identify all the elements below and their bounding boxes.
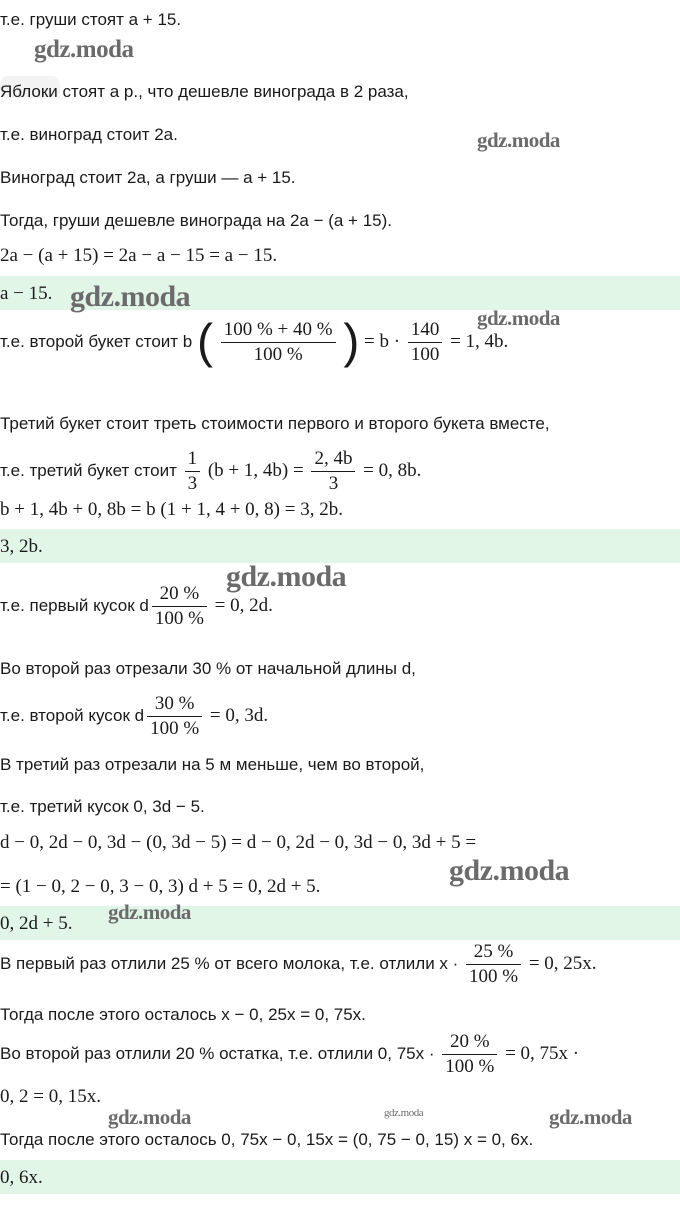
watermark: gdz.moda [384,1107,424,1119]
watermark: gdz.moda [108,1105,191,1129]
equation-line: 2a − (a + 15) = 2a − a − 15 = a − 15. [0,245,278,266]
watermark: gdz.moda [477,306,560,330]
line-text: = 0, 8b. [363,459,422,481]
solution-line: В третий раз отрезали на 5 м меньше, чем во второй, [0,755,425,774]
line-text: = 1, 4b. [450,330,509,352]
solution-line: т.е. третий кусок 0, 3d − 5. [0,797,205,816]
line-text: = 0, 75x · [505,1042,580,1064]
numerator: 30 % [147,692,202,717]
answer-text: 0, 2d + 5. [0,913,73,934]
fraction [442,1030,497,1079]
fraction [311,447,355,496]
answer-text: 3, 2b. [0,536,43,557]
line-text: = b · [364,330,401,352]
fraction [152,582,207,631]
fraction-line [0,692,680,741]
solution-line: Виноград стоит 2a, а груши — a + 15. [0,168,296,187]
answer-text: a − 15. [0,283,53,304]
solution-line: Яблоки стоят a р., что дешевле винограда в 2 раза, [0,82,409,101]
denominator: 100 [410,344,440,365]
fraction [408,318,443,367]
line-text: В первый раз отлили 25 % от всего молока, т.е. отлили x · [0,953,459,973]
fraction [466,940,521,989]
denominator: 100 % [150,718,200,739]
watermark: gdz.moda [477,128,560,152]
fraction-line [0,582,680,631]
denominator: 3 [328,473,339,494]
numerator: 25 % [466,940,521,965]
watermark: gdz.moda [549,1105,632,1129]
equation-line: b + 1, 4b + 0, 8b = b (1 + 1, 4 + 0, 8) = 3, 2b. [0,499,343,520]
watermark: gdz.moda [70,280,191,313]
denominator: 100 % [469,966,519,987]
solution-line: Во второй раз отрезали 30 % от начальной длины d, [0,659,416,678]
line-text: т.е. третий букет стоит [0,460,177,480]
equation-line: 0, 2 = 0, 15x. [0,1086,101,1107]
equation-line: = (1 − 0, 2 − 0, 3 − 0, 3) d + 5 = 0, 2d + 5. [0,876,321,897]
numerator: 100 % + 40 % [221,318,336,343]
watermark: gdz.moda [226,560,347,593]
denominator: 100 % [253,344,303,365]
solution-line: Тогда после этого осталось 0, 75x − 0, 15x = (0, 75 − 0, 15) x = 0, 6x. [0,1130,534,1149]
numerator: 20 % [152,582,207,607]
line-text: (b + 1, 4b) = [207,459,304,481]
solution-line: Тогда, груши дешевле винограда на 2a − (a + 15). [0,211,393,230]
line-text: = 0, 25x. [528,952,597,974]
line-text: т.е. второй кусок d [0,705,145,725]
numerator: 140 [408,318,443,343]
line-text: = 0, 2d. [214,594,273,616]
numerator: 20 % [442,1030,497,1055]
line-text: Во второй раз отлили 20 % остатка, т.е. отлили 0, 75x · [0,1043,435,1063]
watermark: gdz.moda [449,854,570,887]
denominator: 100 % [445,1056,495,1077]
fraction [147,692,202,741]
denominator: 3 [187,473,198,494]
close-paren: ) [343,315,360,369]
fraction [221,318,336,367]
line-text: т.е. второй букет стоит b [0,331,193,351]
solution-line: т.е. груши стоят a + 15. [0,10,182,29]
equation-line: d − 0, 2d − 0, 3d − (0, 3d − 5) = d − 0, 2d − 0, 3d − 0, 3d + 5 = [0,832,477,853]
solution-line: Тогда после этого осталось x − 0, 25x = 0, 75x. [0,1005,366,1024]
fraction-line [0,447,680,496]
line-text: т.е. первый кусок d [0,595,149,615]
watermark: gdz.moda [34,36,134,63]
solution-line: Третий букет стоит треть стоимости первого и второго букета вместе, [0,414,550,433]
denominator: 100 % [154,608,204,629]
numerator: 2, 4b [311,447,355,472]
fraction-line [0,1030,680,1079]
open-paren: ( [197,315,213,369]
fraction [185,447,201,496]
solution-line: т.е. виноград стоит 2a. [0,125,178,144]
answer-text: 0, 6x. [0,1167,43,1188]
fraction-line [0,315,680,369]
line-text: = 0, 3d. [209,704,269,726]
fraction-line [0,940,680,989]
watermark: gdz.moda [108,900,191,924]
numerator: 1 [185,447,201,472]
